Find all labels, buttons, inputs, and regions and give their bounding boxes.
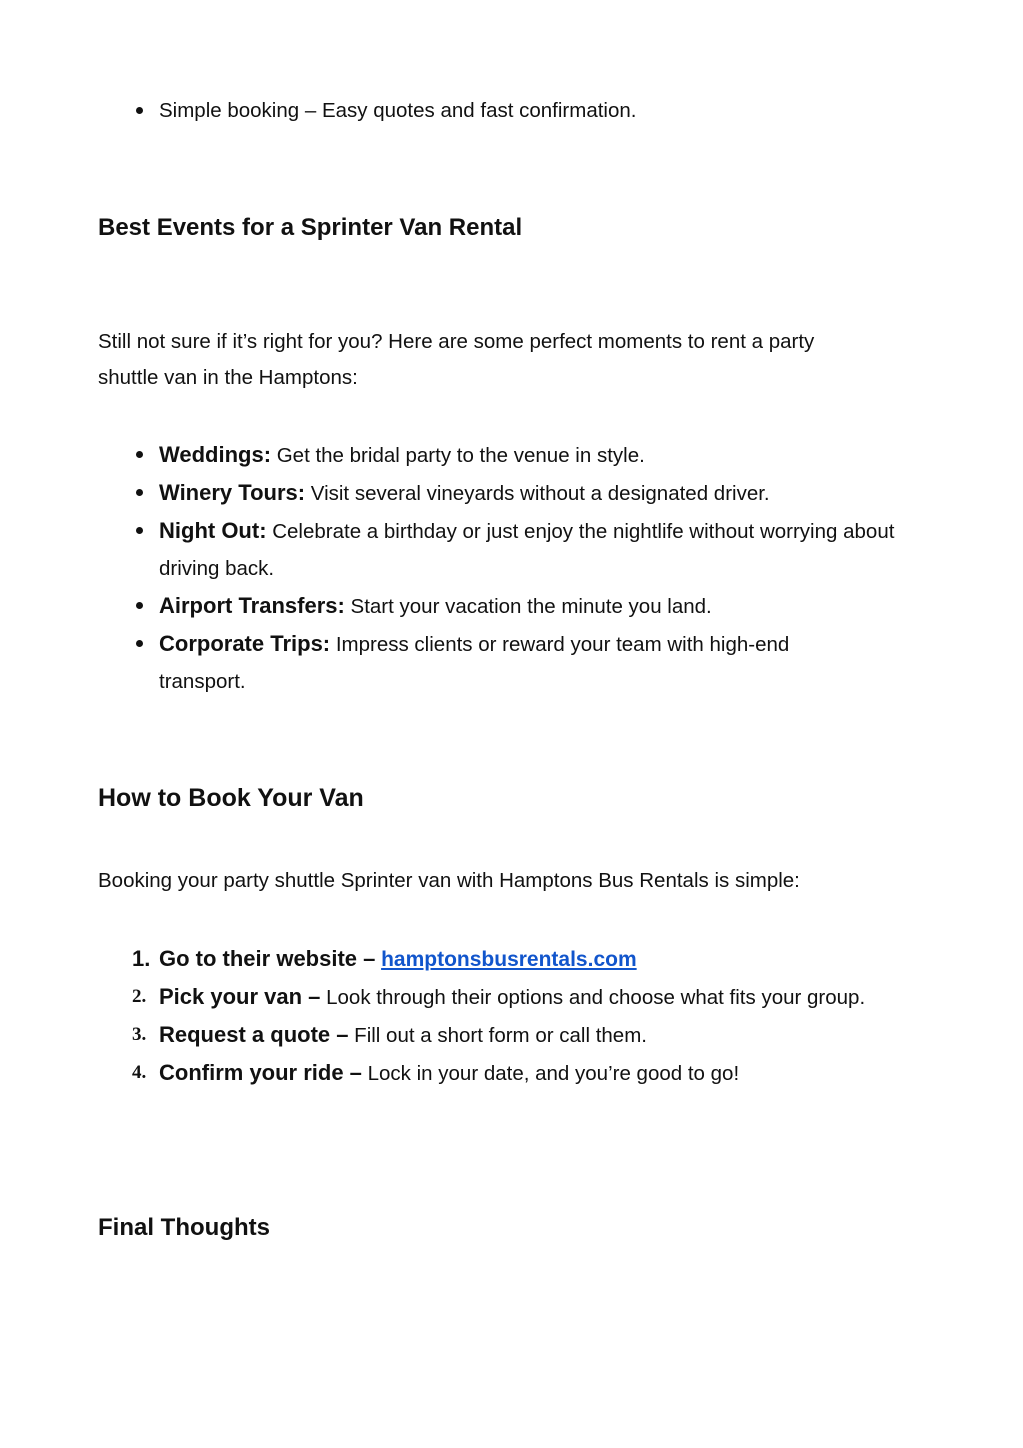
list-item-text: Impress clients or reward your team with high-end transport.: [159, 633, 790, 693]
events-intro-line-1: Still not sure if it’s right for you? Here are some perfect moments to rent a party: [98, 330, 815, 353]
list-item-title: Night Out:: [159, 518, 267, 543]
step-title: Go to their website –: [159, 946, 376, 971]
list-item-text: Simple booking – Easy quotes and fast confirmation.: [159, 99, 637, 122]
section-heading-final: Final Thoughts: [98, 1214, 270, 1241]
step-title: Request a quote –: [159, 1022, 349, 1047]
list-item-text: Start your vacation the minute you land.: [344, 595, 712, 618]
step-item-2: [98, 978, 879, 1016]
list-item-title: Winery Tours:: [159, 480, 306, 505]
step-text: Look through their options and choose what fits your group.: [320, 986, 866, 1009]
step-number: 1.: [132, 946, 151, 971]
step-number: 4.: [132, 1062, 147, 1083]
step-text: Lock in your date, and you’re good to go!: [361, 1062, 740, 1085]
section-heading-events: Best Events for a Sprinter Van Rental: [98, 214, 523, 241]
step-item-4: [98, 1054, 918, 1092]
booking-steps-list: [98, 940, 918, 1092]
list-item-title: Weddings:: [159, 442, 272, 467]
list-item-title: Corporate Trips:: [159, 631, 331, 656]
booking-heading-block: [98, 783, 918, 813]
bullet-icon: [136, 489, 143, 496]
bullet-icon: [136, 640, 143, 647]
list-item-weddings: [98, 436, 918, 474]
list-item-text: Get the bridal party to the venue in style.: [271, 444, 645, 467]
step-title: Pick your van –: [159, 984, 321, 1009]
events-intro-block: [98, 324, 918, 396]
list-item-text: Visit several vineyards without a designated driver.: [305, 482, 770, 505]
step-number: 3.: [132, 1024, 147, 1045]
events-list-block: [98, 436, 918, 700]
step-text: Fill out a short form or call them.: [348, 1024, 647, 1047]
list-item-night-out: [98, 512, 918, 587]
bullet-icon: [136, 107, 143, 114]
section-heading-booking: How to Book Your Van: [98, 784, 364, 812]
step-item-3: [98, 1016, 918, 1054]
step-title: Confirm your ride –: [159, 1060, 362, 1085]
final-heading-block: [98, 1213, 918, 1243]
list-item-airport-transfers: [98, 587, 918, 625]
events-list: [98, 436, 918, 700]
list-item: [98, 92, 918, 129]
events-heading-block: [98, 213, 918, 243]
list-item-text: Celebrate a birthday or just enjoy the nightlife without worrying about driving back.: [159, 520, 895, 580]
bullet-icon: [136, 527, 143, 534]
bullet-icon: [136, 451, 143, 458]
bullet-icon: [136, 602, 143, 609]
booking-intro: Booking your party shuttle Sprinter van with Hamptons Bus Rentals is simple:: [98, 869, 800, 892]
events-intro-line-2: shuttle van in the Hamptons:: [98, 366, 358, 389]
booking-intro-block: [98, 863, 918, 899]
list-item-title: Airport Transfers:: [159, 593, 345, 618]
step-item-1: [98, 940, 918, 978]
booking-steps-block: [98, 940, 918, 1092]
intro-list-block: [98, 92, 918, 129]
intro-list: [98, 92, 918, 129]
step-number: 2.: [132, 986, 147, 1007]
list-item-corporate-trips: [98, 625, 859, 700]
list-item-winery-tours: [98, 474, 918, 512]
website-link[interactable]: hamptonsbusrentals.com: [381, 948, 637, 971]
